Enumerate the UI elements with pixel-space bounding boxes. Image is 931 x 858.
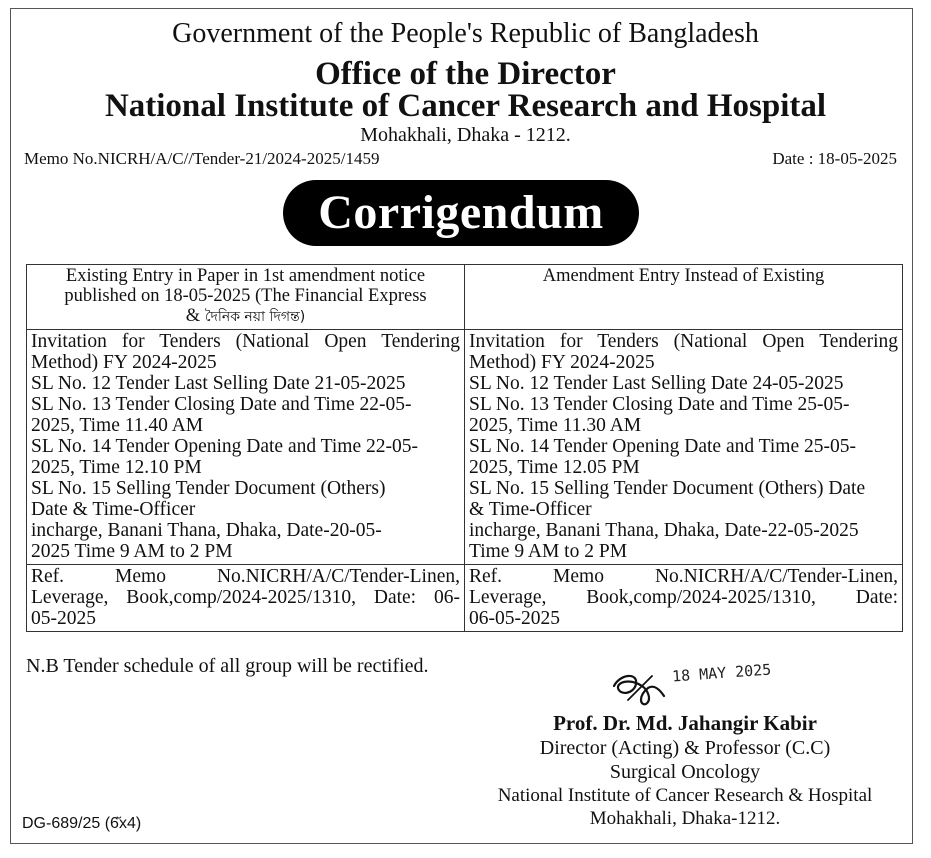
existing-entry-cell [27,330,465,565]
cell-line: SL No. 13 Tender Closing Date and Time 25-05- [469,394,850,415]
cell-line: 2025, Time 12.10 PM [31,457,202,478]
cell-line: SL No. 15 Selling Tender Document (Others) [31,478,386,499]
cell-line: SL No. 12 Tender Last Selling Date 24-05-2025 [469,373,844,394]
cell-line: Invitation for Tenders (National Open Tendering [31,331,460,352]
signatory-institution: National Institute of Cancer Research & Hospital [497,785,873,806]
ref-amendment-cell [465,565,903,632]
cell-line: 2025 Time 9 AM to 2 PM [31,541,233,562]
cell-line: Leverage, Book,comp/2024-2025/1310, Date: [469,587,898,608]
header-existing-line: Existing Entry in Paper in 1st amendment notice [65,266,426,286]
institute-address: Mohakhali, Dhaka - 1212. [360,124,571,146]
cell-line: 2025, Time 11.30 AM [469,415,642,436]
cell-line: Date & Time-Officer [31,499,196,520]
memo-date: Date : 18-05-2025 [772,149,897,168]
signatory-name: Prof. Dr. Md. Jahangir Kabir [553,711,817,735]
header-existing-line: published on 18-05-2025 (The Financial Express [64,286,427,306]
amendment-entry-header: Amendment Entry Instead of Existing [465,265,903,330]
header-existing-line: & [185,306,205,326]
cell-line: SL No. 13 Tender Closing Date and Time 22-05- [31,394,412,415]
cell-line: incharge, Banani Thana, Dhaka, Date-20-05- [31,520,382,541]
existing-entry-header [27,265,465,330]
cell-line: & Time-Officer [469,499,592,520]
signature-image [608,666,668,708]
cell-line: Ref. Memo No.NICRH/A/C/Tender-Linen, [31,566,460,587]
cell-line: Method) FY 2024-2025 [31,352,217,373]
institute-heading: National Institute of Cancer Research and Hospital [104,88,827,124]
cell-line: SL No. 12 Tender Last Selling Date 21-05-2025 [31,373,406,394]
date-stamp: 18 MAY 2025 [671,660,772,686]
signatory-designation: Director (Acting) & Professor (C.C) [539,737,831,759]
amendment-table [26,264,903,632]
office-heading: Office of the Director [315,56,616,92]
cell-line: SL No. 14 Tender Opening Date and Time 22-05- [31,436,418,457]
cell-line: 05-2025 [31,608,96,629]
signatory-department: Surgical Oncology [609,761,761,783]
cell-line: 2025, Time 11.40 AM [31,415,204,436]
bangla-newspaper-name: দৈনিক নয়া দিগন্ত) [204,309,306,325]
cell-line: Ref. Memo No.NICRH/A/C/Tender-Linen, [469,566,898,587]
footer-code: DG-689/25 (6̆x4) [22,815,142,832]
cell-line: SL No. 14 Tender Opening Date and Time 25-05- [469,436,856,457]
cell-line: Invitation for Tenders (National Open Tendering [469,331,898,352]
corrigendum-title: Corrigendum [283,180,639,246]
table-row [27,565,903,632]
signatory-address: Mohakhali, Dhaka-1212. [589,808,781,829]
amendment-entry-cell [465,330,903,565]
cell-line: Leverage, Book,comp/2024-2025/1310, Date: 06- [31,587,460,608]
table-header-row [27,265,903,330]
nb-note: N.B Tender schedule of all group will be rectified. [26,655,429,677]
cell-line: 06-05-2025 [469,608,560,629]
cell-line: Method) FY 2024-2025 [469,352,655,373]
ref-existing-cell [27,565,465,632]
memo-number: Memo No.NICRH/A/C//Tender-21/2024-2025/1459 [24,149,380,168]
table-row [27,330,903,565]
cell-line: Time 9 AM to 2 PM [469,541,628,562]
cell-line: incharge, Banani Thana, Dhaka, Date-22-05-2025 [469,520,859,541]
government-heading: Government of the People's Republic of Bangladesh [172,18,759,49]
cell-line: 2025, Time 12.05 PM [469,457,640,478]
cell-line: SL No. 15 Selling Tender Document (Others) Date [469,478,866,499]
